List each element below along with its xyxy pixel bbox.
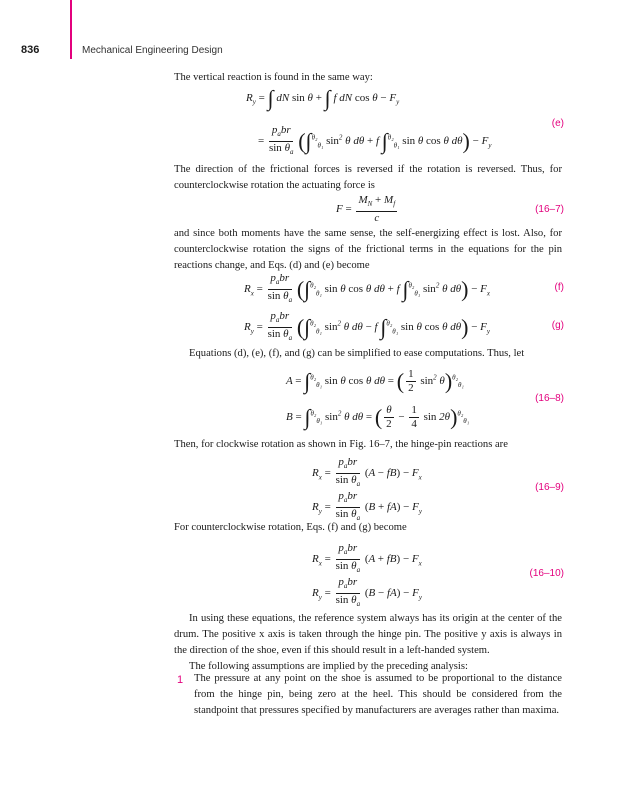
- paragraph: and since both moments have the same sense, the self-energizing effect is lost. Also, for counterclockwise rotation the signs of the frictional terms in the equations for the pin reactions change, and Eqs. (d) and (e) become: [174, 228, 562, 271]
- paragraph: In using these equations, the reference system always has its origin at the center of the drum. The positive x axis is taken through the hinge pin. The positive y axis is always in the direction of the shoe, even if this should result in a left-handed system.: [174, 613, 562, 656]
- equation-number: (16–10): [529, 568, 564, 579]
- equation-ry-cw: $R_y$ = $\frac{p_abr}{\sin \theta_a}$ $(B + fA) - F_y$: [312, 490, 422, 523]
- header-rule: [70, 0, 72, 59]
- paragraph: Equations (d), (e), (f), and (g) can be simplified to ease computations. Thus, let: [189, 348, 525, 359]
- equation-ry-expanded: = $\frac{p_abr}{\sin \theta_a}$ (∫$^{\theta_2}_{\theta_1}$ $\sin^2 \theta$ dθ + f ∫$^{\theta_2}_{\theta_1}$ sin θ cos θ $d\theta) - F_y$: [258, 124, 492, 157]
- equation-ry-ccw: $R_y$ = $\frac{p_abr}{\sin \theta_a}$ (∫$^{\theta_2}_{\theta_1}$ $\sin^2 \theta$ dθ − f ∫$^{\theta_2}_{\theta_1}$ sin θ cos θ $d\theta) - F_y$: [244, 310, 491, 343]
- paragraph: Then, for clockwise rotation as shown in Fig. 16–7, the hinge-pin reactions are: [174, 439, 508, 450]
- equation-a: A = ∫$^{\theta_2}_{\theta_1}$ sin θ cos θ dθ = ( $\frac{1}{2}$ $\sin^2 \theta)^{\theta_2}_{\theta_1}$: [286, 368, 464, 394]
- list-number: 1: [177, 674, 184, 686]
- paragraph: For counterclockwise rotation, Eqs. (f) and (g) become: [174, 522, 407, 533]
- list-item: The pressure at any point on the shoe is assumed to be proportional to the distance from the hinge pin, being zero at the heel. This should be considered from the standpoint that pressures specified by manufacturers are averages rather than maxima.: [194, 673, 562, 716]
- equation-b: B = ∫$^{\theta_2}_{\theta_1}$ $\sin^2 \theta$ dθ = ( $\frac{\theta}{2}$ − $\frac{1}{4}$ sin 2θ)$^{\theta_2}_{\theta_1}$: [286, 404, 470, 430]
- equation-ry-ccw-simplified: $R_y$ = $\frac{p_abr}{\sin \theta_a}$ $(B - fA) - F_y$: [312, 576, 422, 609]
- running-head: Mechanical Engineering Design: [82, 45, 223, 56]
- equation-number: (f): [554, 282, 564, 293]
- equation-ry: $R_y$ = ∫ dN sin θ + ∫ f dN $\cos \theta - F_y$: [246, 85, 400, 111]
- paragraph: The vertical reaction is found in the same way:: [174, 72, 373, 83]
- paragraph: The following assumptions are implied by the preceding analysis:: [189, 661, 468, 672]
- equation-rx-cw: $R_x$ = $\frac{p_abr}{\sin \theta_a}$ $(A - fB) - F_x$: [312, 456, 422, 489]
- equation-f: F = $\frac{M_N + M_f}{c}$: [336, 194, 396, 225]
- paragraph: The direction of the frictional forces is reversed if the rotation is reversed. Thus, for counterclockwise rotation the actuating force is: [174, 164, 562, 191]
- equation-number: (16–7): [535, 204, 564, 215]
- page-number: 836: [21, 44, 40, 56]
- equation-rx-ccw-simplified: $R_x$ = $\frac{p_abr}{\sin \theta_a}$ $(A + fB) - F_x$: [312, 542, 422, 575]
- equation-number: (16–9): [535, 482, 564, 493]
- equation-number: (e): [551, 118, 564, 129]
- equation-rx-ccw: $R_x$ = $\frac{p_abr}{\sin \theta_a}$ (∫$^{\theta_2}_{\theta_1}$ sin θ cos θ dθ + f ∫$^{\theta_2}_{\theta_1}$ $\sin^2 \theta$ $d\theta) - F_x$: [244, 272, 491, 305]
- equation-number: (16–8): [535, 393, 564, 404]
- equation-number: (g): [551, 320, 564, 331]
